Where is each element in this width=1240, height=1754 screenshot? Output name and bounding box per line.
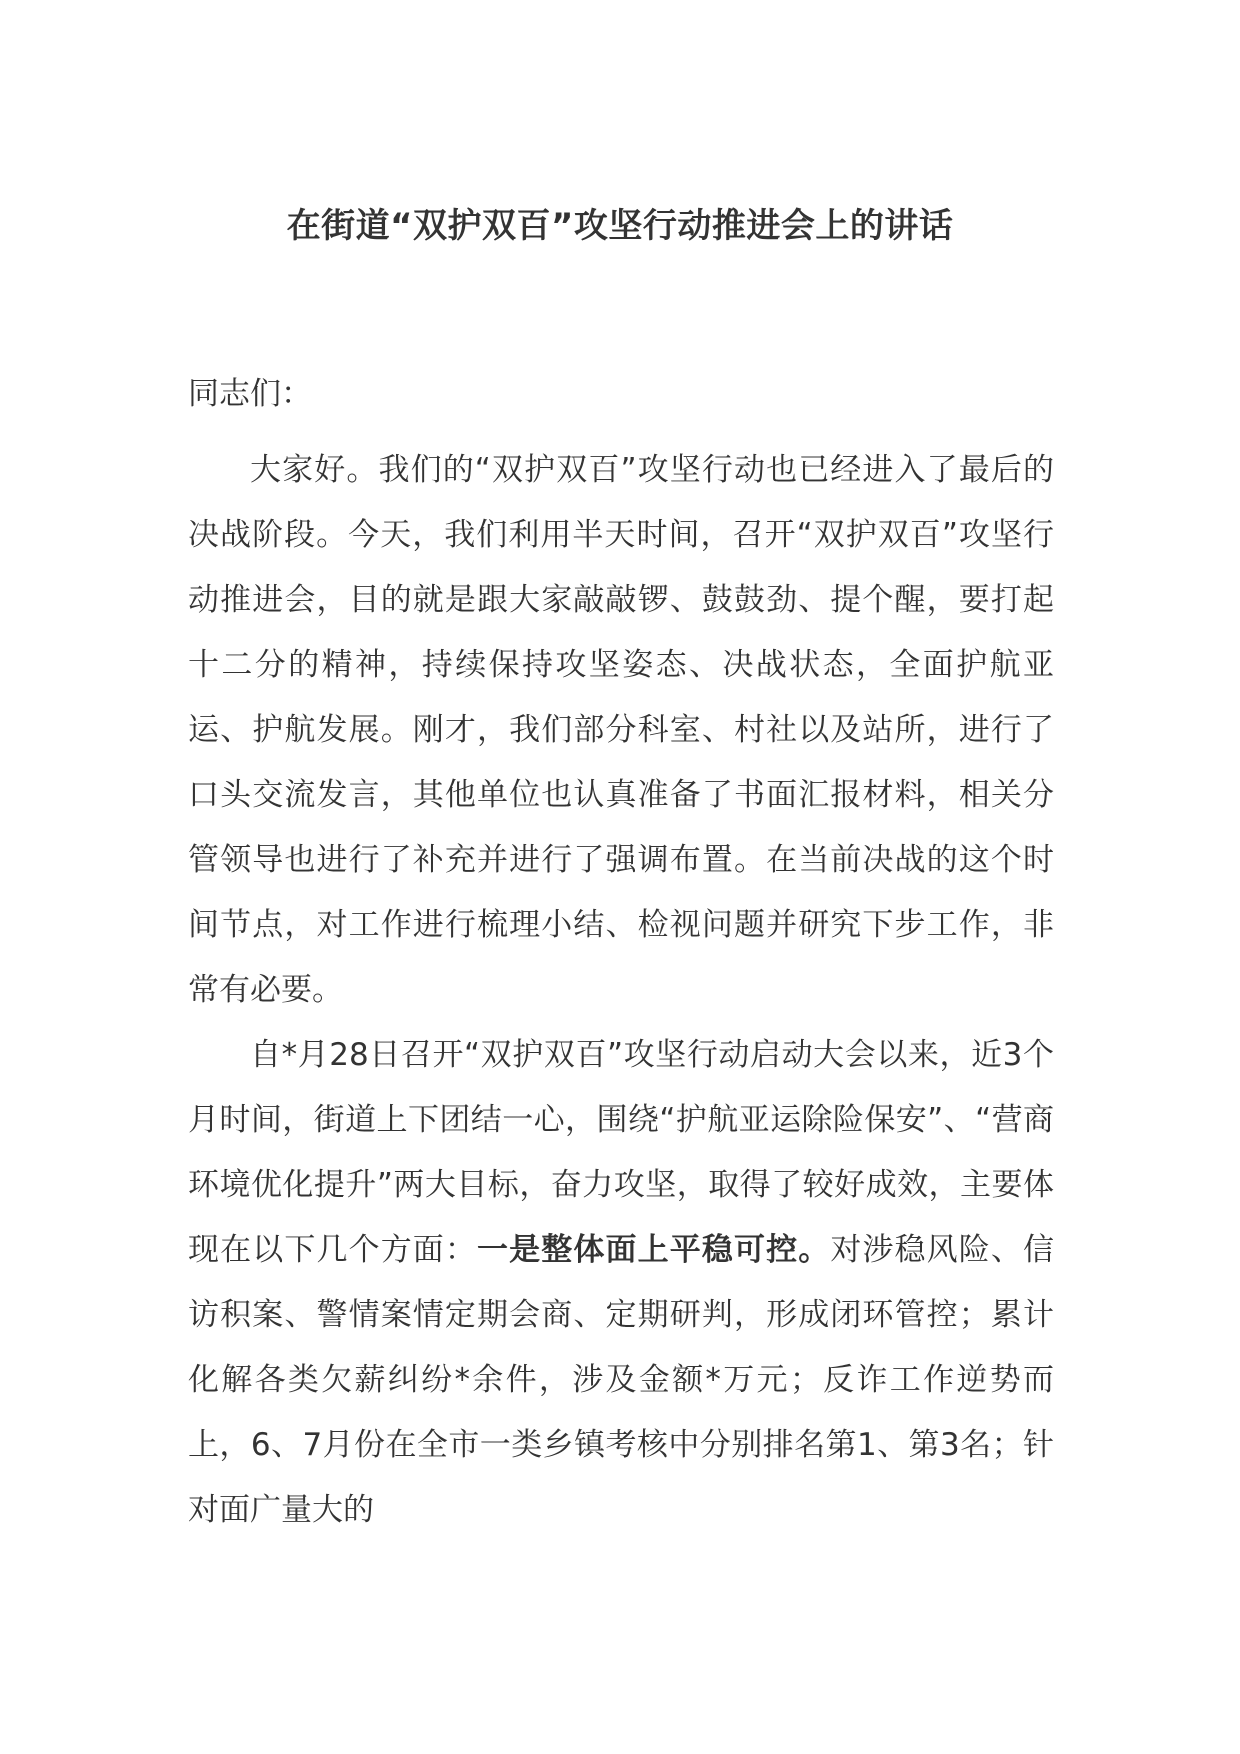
document-title: 在街道“双护双百”攻坚行动推进会上的讲话 (286, 206, 954, 246)
paragraph-2-rest: 对涉稳风险、信访积案、警情案情定期会商、定期研判，形成闭环管控；累计化解各类欠薪纠纷*余件，涉及金额*万元；反诈工作逆势而上，6、7月份在全市一类乡镇考核中分别排名第1、第3名；针对面广量大的 (188, 1232, 1055, 1528)
paragraph-2-intro: 自*月28日召开“双护双百”攻坚行动启动大会以来，近3个月时间，街道上下团结一心，围绕“护航亚运除险保安”、“营商环境优化提升”两大目标，奋力攻坚，取得了较好成效，主要体现在以下几个方面： (188, 1037, 1054, 1268)
paragraph-2 (188, 1023, 1054, 1543)
paragraph-1: 大家好。我们的“双护双百”攻坚行动也已经进入了最后的决战阶段。今天，我们利用半天时间，召开“双护双百”攻坚行动推进会，目的就是跟大家敲敲锣、鼓鼓劲、提个醒，要打起十二分的精神，持续保持攻坚姿态、决战状态，全面护航亚运、护航发展。刚才，我们部分科室、村社以及站所，进行了口头交流发言，其他单位也认真准备了书面汇报材料，相关分管领导也进行了补充并进行了强调布置。在当前决战的这个时间节点，对工作进行梳理小结、检视问题并研究下步工作，非常有必要。 (188, 452, 1054, 1008)
salutation: 同志们： (188, 376, 312, 412)
paragraph-2-bold-heading: 一是整体面上平稳可控。 (477, 1232, 831, 1268)
document-body (188, 362, 1054, 1543)
